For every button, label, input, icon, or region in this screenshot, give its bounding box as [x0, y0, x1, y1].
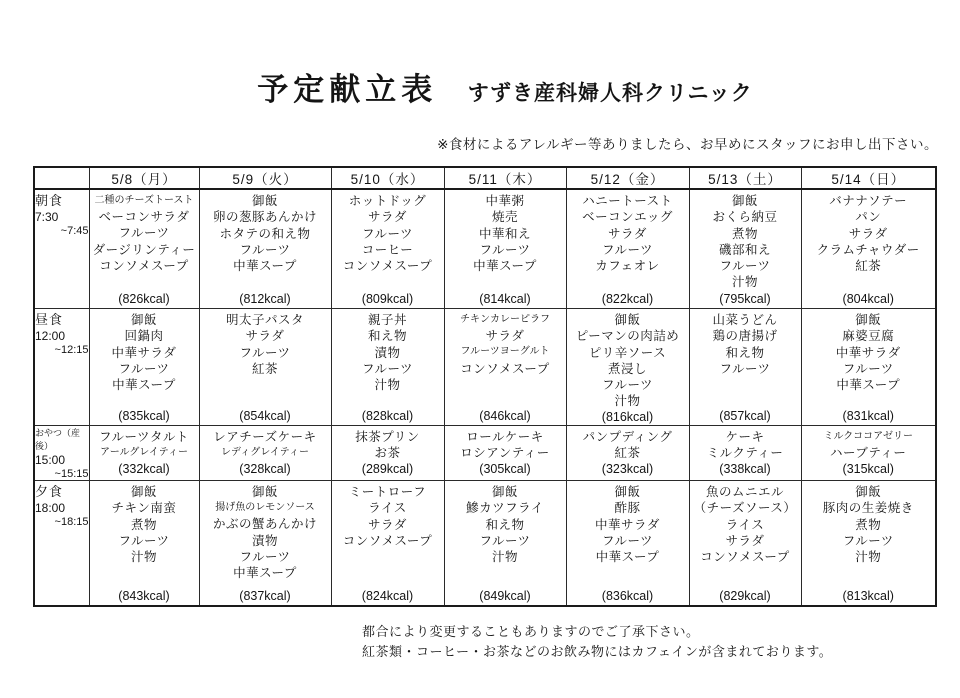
corner-cell	[34, 167, 89, 189]
menu-item: サラダ	[848, 226, 888, 241]
meal-row	[34, 481, 936, 607]
menu-item: 煮物	[855, 517, 882, 532]
menu-cell	[89, 426, 199, 481]
menu-item: レディグレイティー	[221, 447, 309, 459]
menu-item: コンソメスープ	[342, 259, 433, 273]
menu-item: 御飯	[614, 485, 641, 499]
menu-item: 紅茶	[855, 259, 882, 273]
table-header-row	[34, 167, 936, 189]
menu-cell	[566, 309, 689, 426]
meal-end-time: ~18:15	[54, 516, 89, 528]
kcal-value: (338kcal)	[719, 462, 771, 476]
footer-note-change: 都合により変更することもありますのでご了承下さい。	[362, 624, 700, 639]
day-header: 5/11（木）	[444, 167, 566, 189]
menu-item: フルーツ	[118, 226, 170, 241]
menu-item: 御飯	[855, 485, 882, 499]
day-header: 5/14（日）	[801, 167, 936, 189]
menu-item: コンソメスープ	[342, 533, 433, 548]
menu-cell	[89, 481, 199, 607]
menu-item: かぶの蟹あんかけ	[212, 517, 317, 532]
menu-item: フルーツ	[239, 242, 291, 257]
menu-item: 漬物	[251, 533, 278, 548]
menu-item: ベーコンサラダ	[98, 210, 190, 225]
kcal-value: (816kcal)	[601, 409, 654, 424]
menu-item: 汁物	[731, 275, 758, 290]
menu-item: 御飯	[130, 313, 157, 327]
menu-item: フルーツ	[601, 242, 653, 257]
menu-item: 鰺カツフライ	[466, 501, 544, 516]
menu-item: 御飯	[731, 194, 758, 208]
clinic-name: すずき産科婦人科クリニック	[467, 82, 753, 105]
menu-item: 中華サラダ	[595, 517, 660, 532]
kcal-value: (323kcal)	[601, 462, 654, 476]
menu-item: 御飯	[614, 313, 641, 327]
menu-item: 煮物	[731, 226, 758, 241]
menu-cell	[566, 481, 689, 607]
kcal-value: (843kcal)	[118, 589, 170, 603]
meal-name: おやつ（産後）	[35, 428, 81, 451]
menu-item: フルーツ	[118, 361, 170, 376]
menu-item: レアチーズケーキ	[213, 430, 317, 444]
menu-item: 中華スープ	[112, 378, 176, 392]
menu-item: ベーコンエッグ	[582, 210, 673, 225]
menu-item: チキンカレーピラフ	[460, 314, 550, 325]
menu-item: フルーツ	[239, 549, 291, 564]
meal-label-cell	[34, 481, 89, 607]
menu-cell	[801, 426, 936, 481]
menu-cell	[199, 481, 331, 607]
kcal-value: (305kcal)	[479, 462, 531, 476]
menu-item: 中華和え	[478, 226, 531, 241]
menu-item: 山菜うどん	[712, 313, 778, 327]
menu-item: ミートローフ	[348, 485, 427, 499]
menu-item: サラダ	[368, 517, 407, 532]
menu-item: 紅茶	[614, 446, 641, 461]
meal-name: 朝食	[35, 193, 64, 208]
menu-item: コンソメスープ	[460, 361, 550, 376]
menu-item: サラダ	[485, 329, 525, 344]
day-header: 5/13（土）	[689, 167, 801, 189]
kcal-value: (328kcal)	[239, 462, 291, 476]
menu-table	[33, 166, 937, 607]
menu-item: 鶏の唐揚げ	[712, 329, 778, 344]
menu-item: 親子丼	[367, 313, 407, 327]
menu-item: コンソメスープ	[700, 550, 790, 564]
menu-item: ダージリンティー	[92, 242, 196, 257]
footer-note-caffeine: 紅茶類・コーヒー・お茶などのお飲み物にはカフェインが含まれております。	[362, 644, 833, 660]
kcal-value: (804kcal)	[842, 292, 894, 306]
menu-item: ライス	[725, 517, 765, 532]
menu-item: （チーズソース）	[693, 501, 797, 516]
menu-item: チキン南蛮	[111, 501, 177, 516]
menu-cell	[689, 481, 801, 607]
menu-item: フルーツ	[842, 361, 894, 376]
kcal-value: (835kcal)	[118, 409, 170, 423]
menu-item: コンソメスープ	[99, 258, 189, 273]
menu-item: お茶	[374, 446, 401, 461]
menu-item: 抹茶プリン	[355, 430, 420, 444]
kcal-value: (315kcal)	[842, 462, 894, 476]
menu-item: 紅茶	[251, 361, 278, 376]
day-header: 5/9（火）	[199, 167, 331, 189]
menu-item: フルーツタルト	[99, 430, 189, 444]
menu-item: パンプディング	[582, 430, 673, 444]
menu-item: 和え物	[485, 517, 525, 532]
meal-end-time: ~15:15	[54, 468, 89, 480]
menu-item: おくら納豆	[712, 210, 778, 225]
menu-item: ケーキ	[725, 430, 765, 444]
menu-item: サラダ	[725, 533, 765, 548]
kcal-value: (836kcal)	[601, 589, 654, 603]
meal-start-time: 7:30	[35, 210, 59, 224]
menu-item: 明太子パスタ	[225, 313, 304, 327]
kcal-value: (857kcal)	[719, 409, 771, 423]
menu-item: ハーブティー	[830, 446, 907, 461]
kcal-value: (795kcal)	[719, 292, 771, 306]
kcal-value: (812kcal)	[239, 292, 291, 306]
menu-item: 酢豚	[614, 501, 641, 516]
menu-item: ミルクココアゼリー	[823, 431, 913, 442]
kcal-value: (822kcal)	[601, 292, 654, 306]
menu-item: 魚のムニエル	[705, 485, 784, 499]
menu-item: 汁物	[130, 550, 157, 564]
menu-item: 御飯	[251, 194, 278, 208]
menu-item: フルーツ	[601, 533, 653, 548]
menu-item: フルーツ	[361, 361, 413, 376]
menu-item: 汁物	[614, 394, 641, 409]
menu-item: パン	[855, 210, 882, 225]
menu-item: 御飯	[855, 313, 882, 327]
menu-item: フルーツヨーグルト	[460, 346, 550, 358]
menu-cell	[199, 189, 331, 309]
kcal-value: (829kcal)	[719, 589, 771, 603]
kcal-value: (831kcal)	[842, 409, 894, 423]
menu-item: 和え物	[367, 329, 407, 344]
kcal-value: (813kcal)	[842, 589, 894, 603]
menu-item: ホットドッグ	[348, 194, 427, 208]
day-header: 5/8（月）	[89, 167, 199, 189]
menu-cell	[689, 426, 801, 481]
menu-item: ロシアンティー	[460, 446, 550, 461]
menu-item: 御飯	[491, 485, 518, 499]
menu-cell	[331, 189, 444, 309]
kcal-value: (289kcal)	[361, 462, 414, 476]
menu-cell	[199, 426, 331, 481]
kcal-value: (837kcal)	[239, 589, 291, 603]
menu-item: 中華サラダ	[835, 345, 901, 360]
menu-item: 中華スープ	[836, 378, 901, 392]
menu-item: ホタテの和え物	[219, 226, 311, 241]
kcal-value: (809kcal)	[361, 292, 414, 306]
menu-item: カフェオレ	[595, 259, 660, 273]
menu-item: 和え物	[725, 345, 765, 360]
menu-cell	[89, 309, 199, 426]
menu-cell	[331, 481, 444, 607]
menu-cell	[566, 426, 689, 481]
meal-name: 夕食	[35, 484, 64, 499]
menu-item: 中華サラダ	[111, 345, 177, 360]
menu-cell	[444, 426, 566, 481]
menu-item: 汁物	[374, 378, 401, 392]
menu-item: クラムチャウダー	[816, 242, 920, 257]
meal-label-cell	[34, 309, 89, 426]
menu-item: フルーツ	[842, 533, 894, 548]
page-title: 予定献立表	[257, 72, 438, 107]
meal-name: 昼食	[35, 312, 64, 327]
kcal-value: (854kcal)	[239, 409, 291, 423]
menu-cell	[801, 189, 936, 309]
meal-start-time: 15:00	[35, 453, 66, 467]
kcal-value: (826kcal)	[118, 292, 170, 306]
menu-item: バナナソテー	[829, 194, 908, 208]
menu-item: フルーツ	[719, 361, 771, 376]
meal-row	[34, 189, 936, 309]
menu-item: 中華粥	[485, 194, 525, 208]
menu-item: 中華スープ	[595, 550, 660, 564]
menu-item: 麻婆豆腐	[842, 329, 895, 344]
day-header: 5/12（金）	[566, 167, 689, 189]
menu-item: ピリ辛ソース	[588, 345, 667, 360]
menu-cell	[566, 189, 689, 309]
meal-start-time: 18:00	[35, 501, 66, 515]
menu-cell	[444, 309, 566, 426]
menu-item: フルーツ	[239, 345, 291, 360]
menu-item: サラダ	[608, 226, 647, 241]
menu-item: 中華スープ	[473, 259, 537, 273]
menu-item: ピーマンの肉詰め	[575, 329, 680, 344]
menu-cell	[331, 426, 444, 481]
menu-item: 焼売	[491, 210, 518, 225]
kcal-value: (824kcal)	[361, 589, 414, 603]
meal-row	[34, 309, 936, 426]
menu-item: 汁物	[491, 550, 518, 564]
menu-cell	[444, 189, 566, 309]
menu-item: フルーツ	[479, 533, 531, 548]
menu-cell	[199, 309, 331, 426]
menu-item: ミルクティー	[706, 446, 784, 461]
menu-cell	[801, 309, 936, 426]
menu-item: ライス	[368, 501, 407, 516]
kcal-value: (814kcal)	[479, 292, 531, 306]
menu-item: 漬物	[374, 345, 401, 360]
menu-item: 中華スープ	[233, 259, 297, 273]
meal-end-time: ~12:15	[54, 344, 89, 356]
menu-item: 汁物	[855, 550, 882, 564]
menu-item: 卵の葱豚あんかけ	[212, 210, 317, 225]
menu-cell	[89, 189, 199, 309]
menu-item: 煮物	[130, 517, 157, 532]
allergy-note: ※食材によるアレルギー等ありましたら、お早めにスタッフにお申し出下さい。	[437, 137, 938, 152]
menu-item: 豚肉の生姜焼き	[822, 501, 914, 516]
menu-item: ロールケーキ	[466, 430, 544, 444]
meal-start-time: 12:00	[35, 329, 66, 343]
meal-row	[34, 426, 936, 481]
menu-cell	[689, 189, 801, 309]
menu-item: 御飯	[130, 485, 157, 499]
menu-cell	[444, 481, 566, 607]
menu-item: フルーツ	[118, 533, 170, 548]
footer-notes	[362, 622, 960, 662]
menu-item: サラダ	[245, 329, 285, 344]
meal-label-cell	[34, 426, 89, 481]
menu-cell	[331, 309, 444, 426]
menu-item: フルーツ	[719, 259, 771, 273]
menu-item: フルーツ	[361, 226, 413, 241]
menu-item: 御飯	[251, 485, 278, 499]
menu-item: ハニートースト	[582, 194, 673, 208]
menu-item: 二種のチーズトースト	[94, 195, 194, 206]
meal-end-time: ~7:45	[60, 225, 89, 237]
menu-cell	[689, 309, 801, 426]
menu-cell	[801, 481, 936, 607]
menu-item: サラダ	[368, 210, 407, 225]
kcal-value: (846kcal)	[479, 409, 531, 423]
menu-item: フルーツ	[601, 378, 653, 392]
menu-item: フルーツ	[479, 242, 531, 257]
menu-item: 回鍋肉	[124, 329, 164, 344]
title-row	[0, 0, 960, 109]
day-header: 5/10（水）	[331, 167, 444, 189]
kcal-value: (332kcal)	[118, 462, 170, 476]
menu-item: 煮浸し	[607, 361, 647, 376]
menu-item: コーヒー	[361, 242, 414, 257]
menu-item: 中華スープ	[233, 566, 297, 581]
kcal-value: (828kcal)	[361, 409, 414, 423]
menu-item: 揚げ魚のレモンソース	[215, 502, 315, 514]
meal-label-cell	[34, 189, 89, 309]
kcal-value: (849kcal)	[479, 589, 531, 603]
menu-item: 磯部和え	[718, 242, 771, 257]
menu-item: アールグレイティー	[100, 447, 188, 459]
